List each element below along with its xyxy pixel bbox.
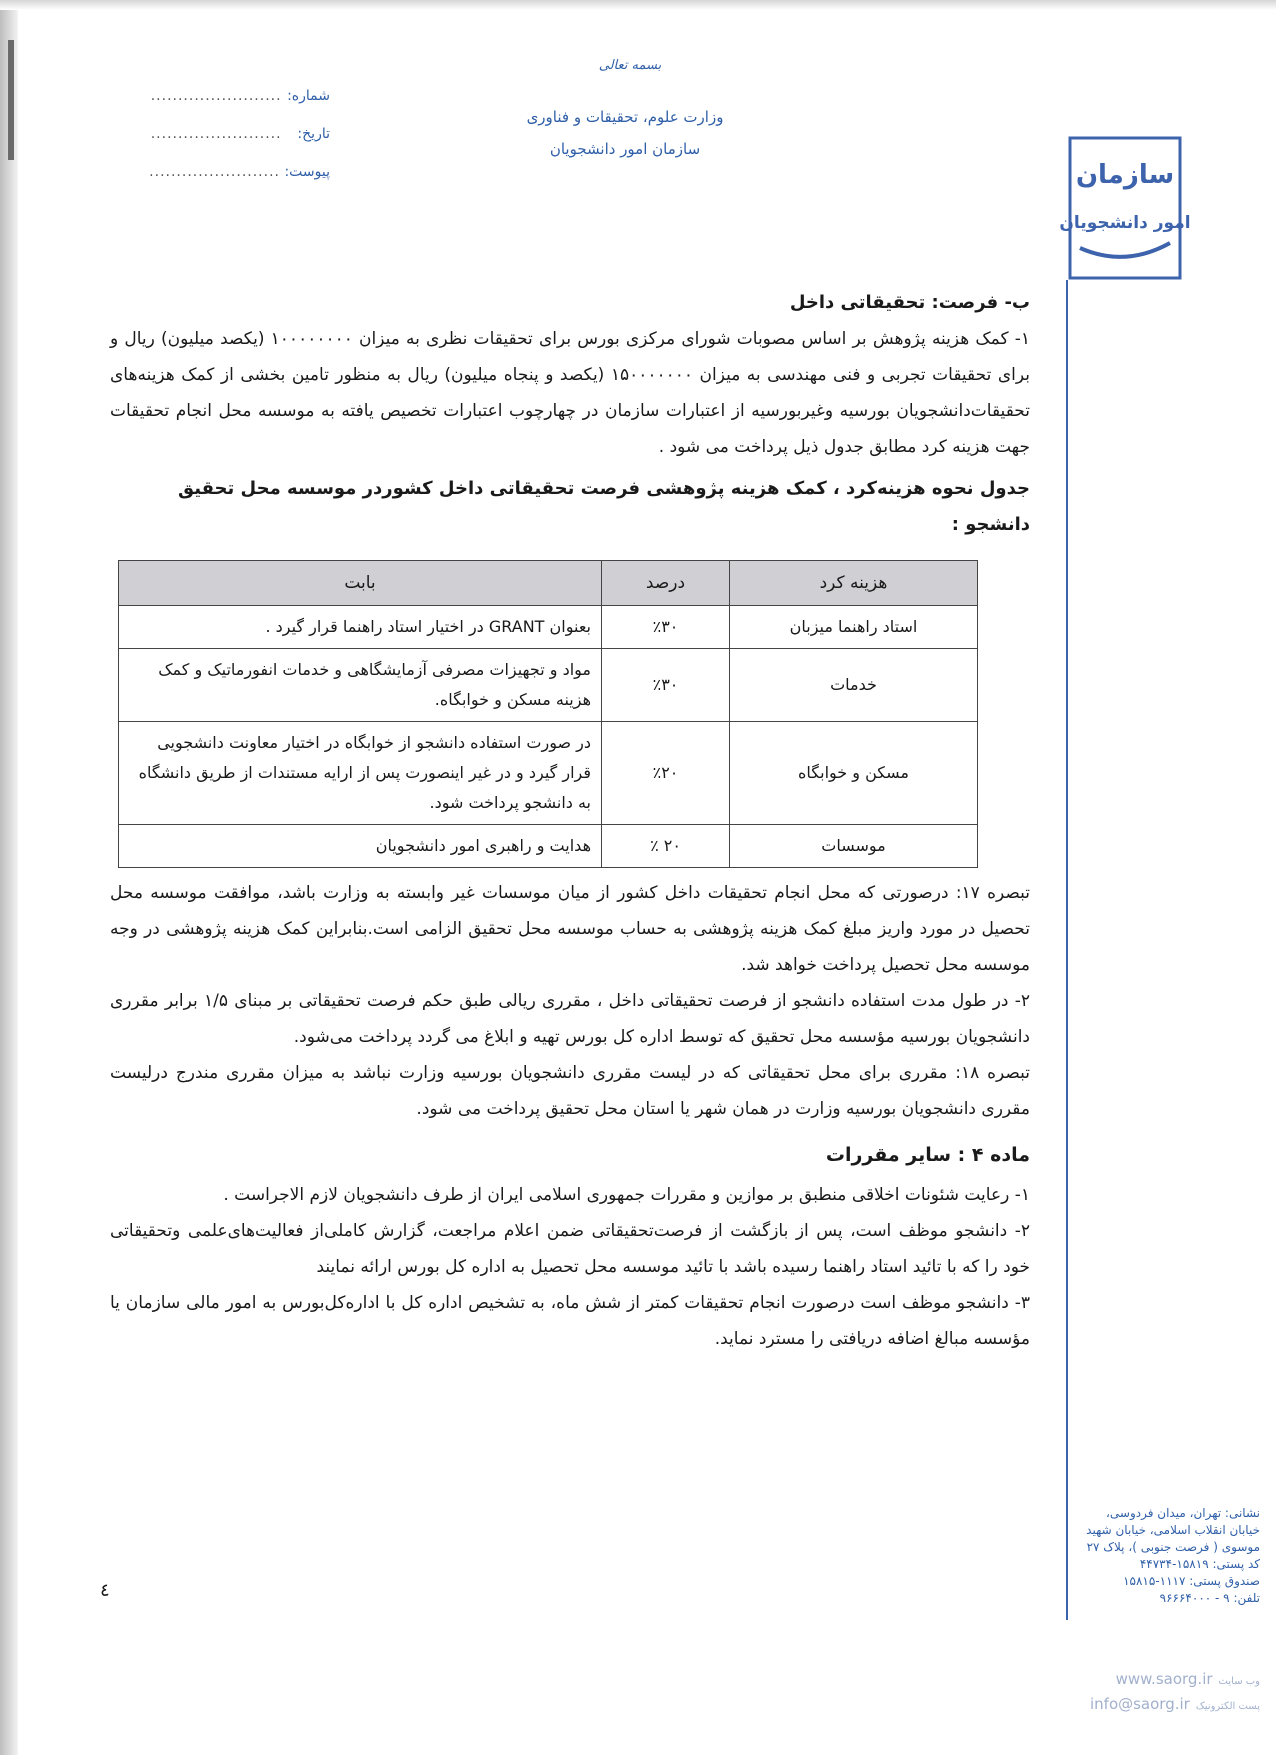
scan-edge-top [0, 0, 1276, 10]
basmala: بسمه تعالی [598, 58, 662, 73]
address-line: نشانی: تهران، میدان فردوسی، [1106, 1506, 1260, 1520]
po-box: صندوق پستی: ۱۱۱۷-۱۵۸۱۵ [1123, 1574, 1260, 1588]
scan-artifact [8, 40, 14, 160]
cell-percent: ۲۰ ٪ [602, 825, 730, 868]
header-cost: هزینه کرد [730, 561, 978, 606]
cell-subject: هدایت و راهبری امور دانشجویان [119, 825, 602, 868]
table-row [119, 649, 978, 722]
cell-subject: بعنوان GRANT در اختیار استاد راهنما قرار گیرد . [119, 606, 602, 649]
footer-web [1075, 1668, 1260, 1718]
table-row [119, 722, 978, 825]
section-b-item-2: ۲- در طول مدت استفاده دانشجو از فرصت تحقیقاتی داخل ، مقرری ریالی طبق حکم فرصت تحقیقاتی بر مبنای ۱/۵ برابر مقرری دانشجویان بورسیه مؤسسه محل تحقیق که توسط اداره کل بورس تهیه و ابلاغ می گردد پرداخت می‌شود. [110, 991, 1030, 1047]
phone: تلفن: ۹ - ۹۶۶۶۴۰۰۰ [1159, 1591, 1260, 1605]
table-header-row [119, 561, 978, 606]
header-subject: بابت [119, 561, 602, 606]
organization-name: سازمان امور دانشجویان [549, 140, 701, 158]
cell-cost: موسسات [730, 825, 978, 868]
article-4-item-3: ۳- دانشجو موظف است درصورت انجام تحقیقات کمتر از شش ماه، به تشخیص اداره کل با اداره‌کل‌بورس به امور مالی سازمان یا مؤسسه مبالغ اضافه دریافتی را مسترد نماید. [110, 1293, 1030, 1349]
section-b-title: ب- فرصت: تحقیقاتی داخل [789, 292, 1030, 313]
cell-cost: استاد راهنما میزبان [730, 606, 978, 649]
margin-rule [1066, 280, 1068, 1620]
cell-percent: ٪۳۰ [602, 649, 730, 722]
footer-address [1075, 1505, 1260, 1607]
scan-edge [0, 0, 18, 1755]
note-17: تبصره ۱۷: درصورتی که محل انجام تحقیقات داخل کشور از میان موسسات غیر وابسته به وزارت باشد، موافقت موسسه محل تحصیل در مورد واریز مبلغ کمک هزینه پژوهشی به حساب موسسه محل تحقیق الزامی است.بنابراین کمک هزینه پژوهشی در وجه موسسه محل تحصیل پرداخت خواهد شد. [110, 883, 1030, 975]
svg-text:سازمان: سازمان [1075, 160, 1175, 190]
note-18: تبصره ۱۸: مقرری برای محل تحقیقاتی که در لیست مقرری دانشجویان بورسیه وزارت نباشد به میزان مقرری مندرج درلیست مقرری دانشجویان بورسیه وزارت در همان شهر یا استان محل تحقیق پرداخت می شود. [110, 1063, 1030, 1119]
article-4-title: ماده ۴ : سایر مقررات [825, 1144, 1030, 1166]
email-link[interactable]: info@saorg.ir [1089, 1695, 1190, 1713]
address-line: خیابان انقلاب اسلامی، خیابان شهید [1086, 1523, 1260, 1537]
article-4-item-1: ۱- رعایت شئونات اخلاقی منطبق بر موازین و مقررات جمهوری اسلامی ایران از طرف دانشجویان لازم الاجراست . [223, 1185, 1030, 1205]
table-row [119, 606, 978, 649]
cell-percent: ٪۳۰ [602, 606, 730, 649]
section-b [110, 285, 1030, 543]
cell-subject: مواد و تجهیزات مصرفی آزمایشگاهی و خدمات انفورماتیک و کمک هزینه مسکن و خوابگاه. [119, 649, 602, 722]
website-link[interactable]: www.saorg.ir [1115, 1670, 1213, 1688]
ministry-name: وزارت علوم، تحقیقات و فناوری [526, 108, 724, 126]
cell-cost: مسکن و خوابگاه [730, 722, 978, 825]
attachment-field: پیوست: ........................ [149, 164, 330, 180]
cost-table [118, 560, 978, 868]
date-field: تاریخ: ........................ [150, 126, 330, 142]
table-row [119, 825, 978, 868]
email-label: پست الکترونیک [1195, 1701, 1260, 1712]
header-percent: درصد [602, 561, 730, 606]
website-label: وب سایت [1218, 1676, 1260, 1687]
page-number: ٤ [100, 1580, 110, 1601]
table-caption: جدول نحوه هزینه‌کرد ، کمک هزینه پژوهشی فرصت تحقیقاتی داخل کشوردر موسسه محل تحقیق دانشجو : [178, 478, 1030, 535]
notes-section [110, 875, 1030, 1357]
address-line: موسوی ( فرصت جنوبی )، پلاک ۲۷ [1086, 1540, 1260, 1554]
cell-subject: در صورت استفاده دانشجو از خوابگاه در اختیار معاونت دانشجویی قرار گیرد و در غیر اینصورت پس از ارایه مستندات از طریق دانشگاه به دانشجو پرداخت شود. [119, 722, 602, 825]
cell-cost: خدمات [730, 649, 978, 722]
article-4-item-2: ۲- دانشجو موظف است، پس از بازگشت از فرصت‌تحقیقاتی ضمن اعلام مراجعت، گزارش کاملی‌از فعالیت‌های‌علمی وتحقیقاتی خود را که با تائید استاد راهنما رسیده باشد با تائید موسسه محل تحصیل به اداره کل بورس ارائه نمایند [110, 1221, 1030, 1277]
section-b-item-1: ۱- کمک هزینه پژوهش بر اساس مصوبات شورای مرکزی بورس برای تحقیقات نظری به میزان ۱۰۰۰۰۰۰۰۰ (یکصد میلیون) ریال و برای تحقیقات تجربی و فنی مهندسی به میزان ۱۵۰۰۰۰۰۰۰ (یکصد و پنجاه میلیون) ریال به منظور تامین بخشی از کمک هزینه‌های تحقیقات‌دانشجویان بورسیه وغیربورسیه از اعتبارات سازمان در چهارچوب اعتبارات تخصیص یافته به موسسه محل انجام تحقیقات جهت هزینه کرد مطابق جدول ذیل پرداخت می شود . [110, 329, 1031, 457]
cell-percent: ٪۲۰ [602, 722, 730, 825]
svg-text:امور دانشجویان: امور دانشجویان [1059, 213, 1191, 233]
number-field: شماره: ........................ [150, 88, 330, 104]
organization-logo [1050, 128, 1200, 288]
postal-code: کد پستی: ۱۵۸۱۹-۴۴۷۳۴ [1139, 1557, 1260, 1571]
